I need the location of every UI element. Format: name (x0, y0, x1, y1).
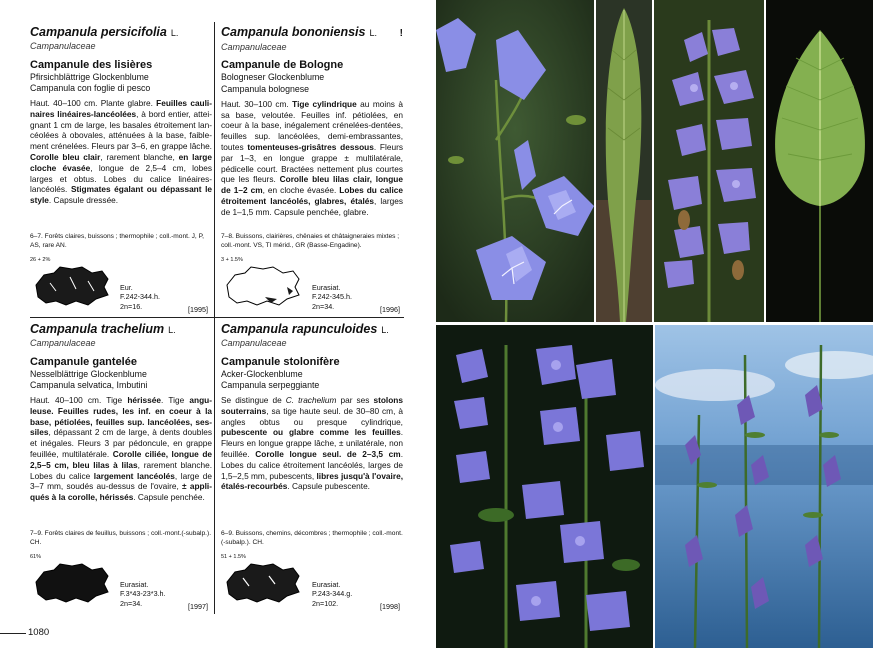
scientific-name: Campanula bononiensis (221, 25, 366, 39)
description-run: , en cloche évasée. (262, 185, 340, 196)
species-entry-trachelium (30, 321, 212, 503)
italian-name: Campanula selvatica, Imbutini (30, 379, 148, 390)
description-run: en large cloche évasée (30, 152, 212, 173)
description-run: , larges de 1–1,5 mm. Capsule penchée, glabre. (221, 195, 403, 217)
description-run: ± appliqués à la corolle, hérissés (30, 481, 212, 503)
protected-flag: ! (399, 28, 403, 39)
photo-campanula-persicifolia-flowers (436, 0, 594, 322)
species-description (30, 98, 212, 206)
description-run: . Capsule pubescente. (287, 481, 370, 492)
description-run: . Fleurs en longue grappe lâche, ± unilatérale, non feuillée. (221, 427, 403, 459)
reference-code: F.242-344.h. (120, 292, 160, 302)
italian-name: Campanula con foglie di pesco (30, 82, 151, 93)
italian-name: Campanula bolognese (221, 83, 310, 94)
description-run: par ses (336, 395, 374, 406)
italian-name: Campanula serpeggiante (221, 379, 320, 390)
ecology-text: 7–9. Forêts claires de feuillus, buissons ; coll.-mont.(-subalp.). CH. (30, 530, 212, 546)
description-run: hérissée (127, 395, 162, 406)
chromosome-count: 2n=34. (120, 598, 143, 608)
species-header (221, 321, 403, 337)
author: L. (381, 325, 389, 335)
species-number: [1996] (380, 305, 400, 314)
author: L. (168, 325, 176, 335)
distribution-map (221, 257, 303, 309)
distribution-info (120, 580, 166, 608)
description-run: largement lancéolés (93, 470, 175, 481)
family-name: Campanulaceae (221, 338, 287, 348)
ecology-text: 6–7. Forêts claires, buissons ; thermophile ; coll.-mont. J, P, AS, rare AN. (30, 233, 204, 249)
species-number: [1997] (188, 602, 208, 611)
description-run: , rarement blanche, (100, 152, 179, 162)
distribution-range: Eurasiat. (312, 283, 341, 292)
species-header (221, 24, 403, 41)
german-name: Acker-Glockenblume (221, 368, 303, 379)
description-run: Feuilles caulinaires linéaires-lancéolées (30, 98, 212, 119)
photo-campanula-trachelium-flowers (436, 325, 653, 648)
description-run: , à bord entier, atteignant 1 cm de large, les basales étroitement lancéolées à obovales, atténuées à la base, faiblement crénelées. Fleurs par 3–6, en grappe lâche. (30, 108, 212, 152)
species-entry-rapunculoides (221, 321, 403, 492)
description-run: Haut. 40–100 cm. Tige (30, 395, 128, 406)
german-name: Bologneser Glockenblume (221, 72, 325, 83)
description-run: Corolle bleu clair (30, 152, 101, 162)
description-run: Haut. 30–100 cm. (221, 98, 293, 109)
distribution-map (30, 554, 112, 606)
german-name: Nesselblättrige Glockenblume (30, 368, 147, 379)
description-run: . Tige (161, 395, 190, 406)
distribution-range: Eurasiat. (120, 580, 149, 589)
altitude-stat: 51 + 1.5% (221, 554, 246, 560)
ecology-text: 6–9. Buissons, chemins, décombres ; thermophile ; coll.-mont.(-subalp.). CH. (221, 530, 403, 546)
distribution-info (312, 580, 352, 608)
reference-code: P.243-344.g. (312, 589, 353, 599)
photo-heart-leaf (766, 0, 873, 322)
description-run: , sa tige haute seul. de 30–80 cm, à angles obtus ou presque cylindrique, (221, 405, 403, 427)
species-number: [1998] (380, 602, 400, 611)
description-run: C. trachelium (285, 395, 337, 406)
species-entry-persicifolia (30, 24, 212, 206)
distribution-range: Eurasiat. (312, 580, 341, 589)
scientific-name: Campanula trachelium (30, 322, 165, 336)
german-name: Pfirsichblättrige Glockenblume (30, 71, 149, 82)
species-number: [1995] (188, 305, 208, 314)
text-page (0, 0, 436, 648)
species-entry-bononiensis (221, 24, 403, 217)
switzerland-map-icon (30, 263, 112, 307)
description-run: , longue de 2,5–4 cm, lobes larges et obtus. Lobes du calice linéaires-lancéolés. (30, 162, 213, 195)
description-run: Se distingue de (221, 395, 286, 406)
description-run: Haut. 40–100 cm. Plante glabre. (30, 98, 157, 109)
description-run: . Fleurs par 1–3, en longue grappe ± multilatérale, pédicelle court. Bractées nettement plus courtes que les fleurs. (221, 142, 403, 185)
scientific-name: Campanula persicifolia (30, 25, 167, 39)
description-run: Corolle bleu lilas clair, longue de 1–2 cm (221, 174, 403, 196)
species-description (30, 395, 212, 503)
photo-narrow-leaf (596, 0, 652, 322)
distribution-info (120, 283, 160, 311)
description-run: Corolle longue seul. de 2–3,5 cm (255, 449, 401, 459)
family-name: Campanulaceae (30, 41, 96, 51)
photo-campanula-bononiensis-spike (654, 0, 764, 322)
altitude-stat: 61% (30, 554, 42, 560)
description-run: , dépassant 2 cm de large, à dents doubles et inégales. Fleurs 3 par pédoncule, en grappe feuillée, multilatérale. (30, 427, 212, 459)
description-run: au moins à sa base, veloutée. Feuilles inf. pétiolées, en coeur à la base, inégalement crénelées-dentées, feuilles sup. lancéolées, demi-embrassantes, toutes (221, 98, 403, 153)
reference-code: F.3*43-23*3.h. (120, 589, 166, 599)
species-header (30, 24, 212, 40)
distribution-range: Eur. (120, 283, 133, 292)
page-number-rule (0, 633, 26, 634)
chromosome-count: 2n=102. (312, 598, 339, 608)
ecology-text: 7–8. Buissons, clairières, chênaies et châtaigneraies mixtes ; coll.-mont. VS, TI mérid., GR (Basse-Engadine). (221, 233, 400, 249)
description-run: . Lobes du calice étroitement lancéolés, larges de 1,5–2,5 mm, pubescents, (221, 449, 403, 481)
distribution-map (221, 554, 303, 606)
author: L. (369, 28, 377, 38)
switzerland-map-icon (221, 263, 303, 307)
french-name: Campanule stolonifère (221, 355, 340, 368)
reference-code: F.242-345.h. (312, 292, 352, 302)
description-run: Corolle ciliée, longue de 2,5–5 cm, bleu lilas à lilas (30, 449, 213, 470)
chromosome-count: 2n=16. (120, 301, 143, 311)
chromosome-count: 2n=34. (312, 301, 335, 311)
distribution-info (312, 283, 352, 311)
french-name: Campanule gantelée (30, 355, 137, 368)
french-name: Campanule des lisières (30, 58, 153, 71)
page-number: 1080 (28, 627, 50, 638)
switzerland-map-icon (30, 560, 112, 604)
row-divider (30, 317, 404, 318)
description-run: Tige cylindrique (292, 98, 357, 109)
description-run: Stigmates égalant ou dépassant le style (30, 184, 213, 206)
french-name: Campanule de Bologne (221, 59, 344, 72)
description-run: pubescente ou glabre comme les feuilles (221, 427, 401, 438)
description-run: Lobes du calice étroitement lancéolés, glabres, étalés (221, 185, 403, 206)
distribution-map (30, 257, 112, 309)
family-name: Campanulaceae (30, 338, 96, 348)
description-run: . Capsule dressée. (48, 195, 119, 206)
switzerland-map-icon (221, 560, 303, 604)
scientific-name: Campanula rapunculoides (221, 322, 378, 336)
description-run: . Capsule penchée. (133, 492, 205, 503)
description-run: libres jusqu'à l'ovaire, étalés-recourbés (221, 470, 403, 492)
description-run: , large de 3–7 mm, soudés au-dessus de l'ovaire, (30, 470, 213, 492)
description-run: tomenteuses-grisâtres dessous (247, 142, 374, 153)
author: L. (170, 28, 179, 38)
description-run: , rarement blanche. Lobes du calice (30, 459, 213, 481)
altitude-stat: 3 + 1.5% (221, 257, 243, 263)
column-divider (214, 22, 215, 614)
description-run: anguleuse. Feuilles rudes, les inf. en coeur à la base, pétiolées, feuilles sup. lancéolées, sessiles (30, 395, 212, 438)
species-description (221, 99, 403, 218)
photo-campanula-rapunculoides-sky (655, 325, 873, 648)
description-run: stolons souterrains (221, 395, 403, 416)
species-description (221, 395, 403, 492)
family-name: Campanulaceae (221, 41, 287, 52)
altitude-stat: 26 + 2% (30, 257, 51, 263)
species-header (30, 321, 212, 337)
